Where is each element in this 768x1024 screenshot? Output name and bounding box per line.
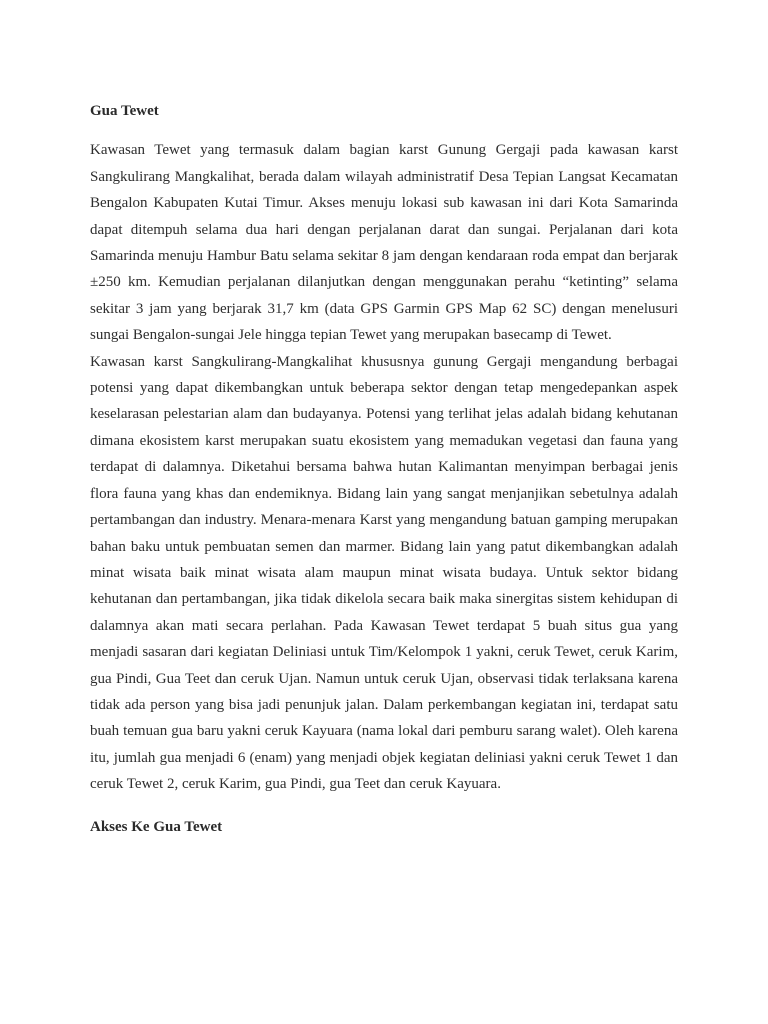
spacer: [90, 124, 678, 137]
section-heading-akses: Akses Ke Gua Tewet: [90, 818, 223, 835]
paragraph-karst-potential: Kawasan karst Sangkulirang-Mangkalihat khususnya gunung Gergaji mengandung berbagai potensi yang dapat dikembangkan untuk beberapa sektor dengan tetap mengedepankan aspek keselarasan pelestarian alam dan budayanya. Potensi yang terlihat jelas adalah bidang kehutanan dimana ekosistem karst merupakan suatu ekosistem yang memadukan vegetasi dan fauna yang terdapat di dalamnya. Diketahui bersama bahwa hutan Kalimantan menyimpan berbagai jenis flora fauna yang khas dan endemiknya. Bidang lain yang sangat menjanjikan sebetulnya adalah pertambangan dan industry. Menara-menara Karst yang mengandung batuan gamping merupakan bahan baku untuk pembuatan semen dan marmer. Bidang lain yang patut dikembangkan adalah minat wisata baik minat wisata alam maupun minat wisata budaya. Untuk sektor bidang kehutanan dan pertambangan, jika tidak dikelola secara baik maka sinergitas sistem kehidupan di dalamnya akan mati secara perlahan. Pada Kawasan Tewet terdapat 5 buah situs gua yang menjadi sasaran dari kegiatan Deliniasi untuk Tim/Kelompok 1 yakni, ceruk Tewet, ceruk Karim, gua Pindi, Gua Teet dan ceruk Ujan. Namun untuk ceruk Ujan, observasi tidak terlaksana karena tidak ada person yang bisa jadi penunjuk jalan. Dalam perkembangan kegiatan ini, terdapat satu buah temuan gua baru yakni ceruk Kayuara (nama lokal dari pemburu sarang walet). Oleh karena itu, jumlah gua menjadi 6 (enam) yang menjadi objek kegiatan deliniasi yakni ceruk Tewet 1 dan ceruk Tewet 2, ceruk Karim, gua Pindi, gua Teet dan ceruk Kayuara.: [90, 353, 678, 793]
section-heading-gua-tewet: Gua Tewet: [90, 103, 159, 119]
spacer: [90, 798, 678, 814]
document-page: [90, 98, 678, 840]
paragraph-location-access: Kawasan Tewet yang termasuk dalam bagian karst Gunung Gergaji pada kawasan karst Sangkulirang Mangkalihat, berada dalam wilayah administratif Desa Tepian Langsat Kecamatan Bengalon Kabupaten Kutai Timur. Akses menuju lokasi sub kawasan ini dari Kota Samarinda dapat ditempuh selama dua hari dengan perjalanan darat dan sungai. Perjalanan dari kota Samarinda menuju Hambur Batu selama sekitar 8 jam dengan kendaraan roda empat dan berjarak ±250 km. Kemudian perjalanan dilanjutkan dengan menggunakan perahu “ketinting” selama sekitar 3 jam yang berjarak 31,7 km (data GPS Garmin GPS Map 62 SC) dengan menelusuri sungai Bengalon-sungai Jele hingga tepian Tewet yang merupakan basecamp di Tewet.: [90, 142, 678, 344]
